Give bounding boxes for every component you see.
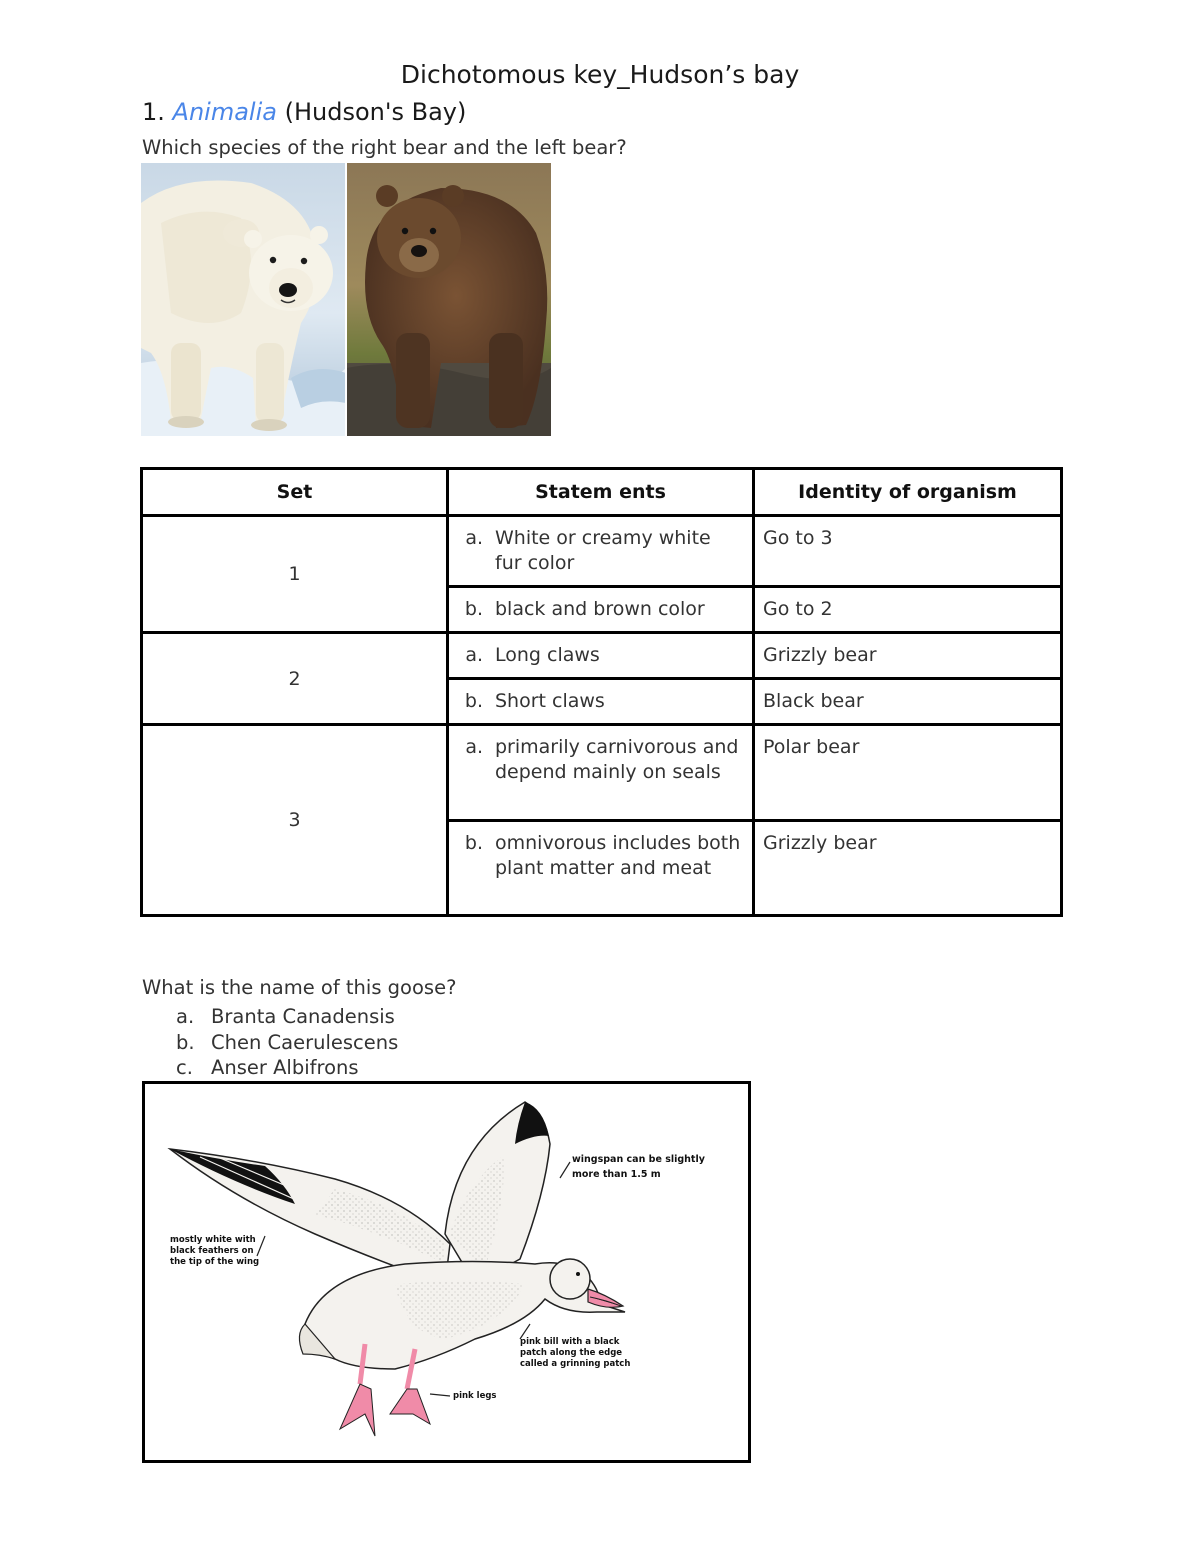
statement-cell <box>448 725 754 821</box>
statement-text: omnivorous includes both plant matter and meat <box>495 832 741 879</box>
label-wingspan-line1: wingspan can be slightly <box>572 1154 705 1165</box>
heading-number: 1. <box>142 98 165 126</box>
statement-letter: a. <box>465 644 483 666</box>
statement-cell <box>448 587 754 633</box>
statement-cell <box>448 516 754 587</box>
statement-text: primarily carnivorous and depend mainly on seals <box>495 736 739 783</box>
set-cell: 3 <box>142 725 448 916</box>
label-legs: pink legs <box>453 1391 497 1401</box>
header-set: Set <box>142 469 448 516</box>
option-text: Chen Caerulescens <box>211 1031 399 1054</box>
goose-question: What is the name of this goose? <box>142 976 457 999</box>
label-wing-line2: black feathers on <box>170 1246 254 1256</box>
option-text: Anser Albifrons <box>211 1056 359 1079</box>
statement-cell <box>448 633 754 679</box>
label-bill-line3: called a grinning patch <box>520 1359 631 1369</box>
statement-text: White or creamy white fur color <box>495 527 711 574</box>
option-letter: c. <box>176 1056 193 1079</box>
goose-illustration-frame <box>142 1081 751 1463</box>
label-wing-line1: mostly white with <box>170 1235 256 1245</box>
statement-letter: b. <box>464 690 483 712</box>
option-letter: a. <box>176 1005 195 1028</box>
identity-cell: Black bear <box>754 679 1062 725</box>
label-bill-line1: pink bill with a black <box>520 1337 620 1347</box>
section-heading <box>142 98 466 126</box>
table-row <box>142 725 1062 821</box>
statement-text: black and brown color <box>495 598 705 620</box>
statement-letter: b. <box>464 598 483 620</box>
label-bill-line2: patch along the edge <box>520 1348 623 1358</box>
identity-cell: Go to 3 <box>754 516 1062 587</box>
heading-genus-link[interactable]: Animalia <box>172 98 277 126</box>
grizzly-bear-photo <box>346 163 551 436</box>
set-cell: 2 <box>142 633 448 725</box>
goose-option-a <box>176 1005 395 1028</box>
option-text: Branta Canadensis <box>211 1005 395 1028</box>
goose-option-b <box>176 1031 398 1054</box>
header-statements: Statem ents <box>448 469 754 516</box>
identity-cell: Polar bear <box>754 725 1062 821</box>
table-row <box>142 516 1062 587</box>
identity-cell: Go to 2 <box>754 587 1062 633</box>
table-row <box>142 633 1062 679</box>
goose-illustration <box>145 1084 748 1460</box>
statement-cell <box>448 821 754 916</box>
identity-cell: Grizzly bear <box>754 633 1062 679</box>
polar-bear-photo <box>141 163 346 436</box>
identity-cell: Grizzly bear <box>754 821 1062 916</box>
label-wingspan-line2: more than 1.5 m <box>572 1169 661 1180</box>
statement-text: Long claws <box>495 644 600 666</box>
heading-rest: (Hudson's Bay) <box>284 98 467 126</box>
bear-question: Which species of the right bear and the left bear? <box>142 136 627 159</box>
statement-letter: a. <box>465 527 483 549</box>
goose-option-c <box>176 1056 359 1079</box>
bear-photos <box>141 163 551 436</box>
statement-text: Short claws <box>495 690 605 712</box>
dichotomous-key-table <box>140 467 1063 917</box>
header-identity: Identity of organism <box>754 469 1062 516</box>
set-cell: 1 <box>142 516 448 633</box>
statement-letter: a. <box>465 736 483 758</box>
option-letter: b. <box>176 1031 195 1054</box>
document-title: Dichotomous key_Hudson’s bay <box>400 60 800 89</box>
statement-cell <box>448 679 754 725</box>
label-wing-line3: the tip of the wing <box>170 1257 260 1267</box>
statement-letter: b. <box>464 832 483 854</box>
table-header-row <box>142 469 1062 516</box>
